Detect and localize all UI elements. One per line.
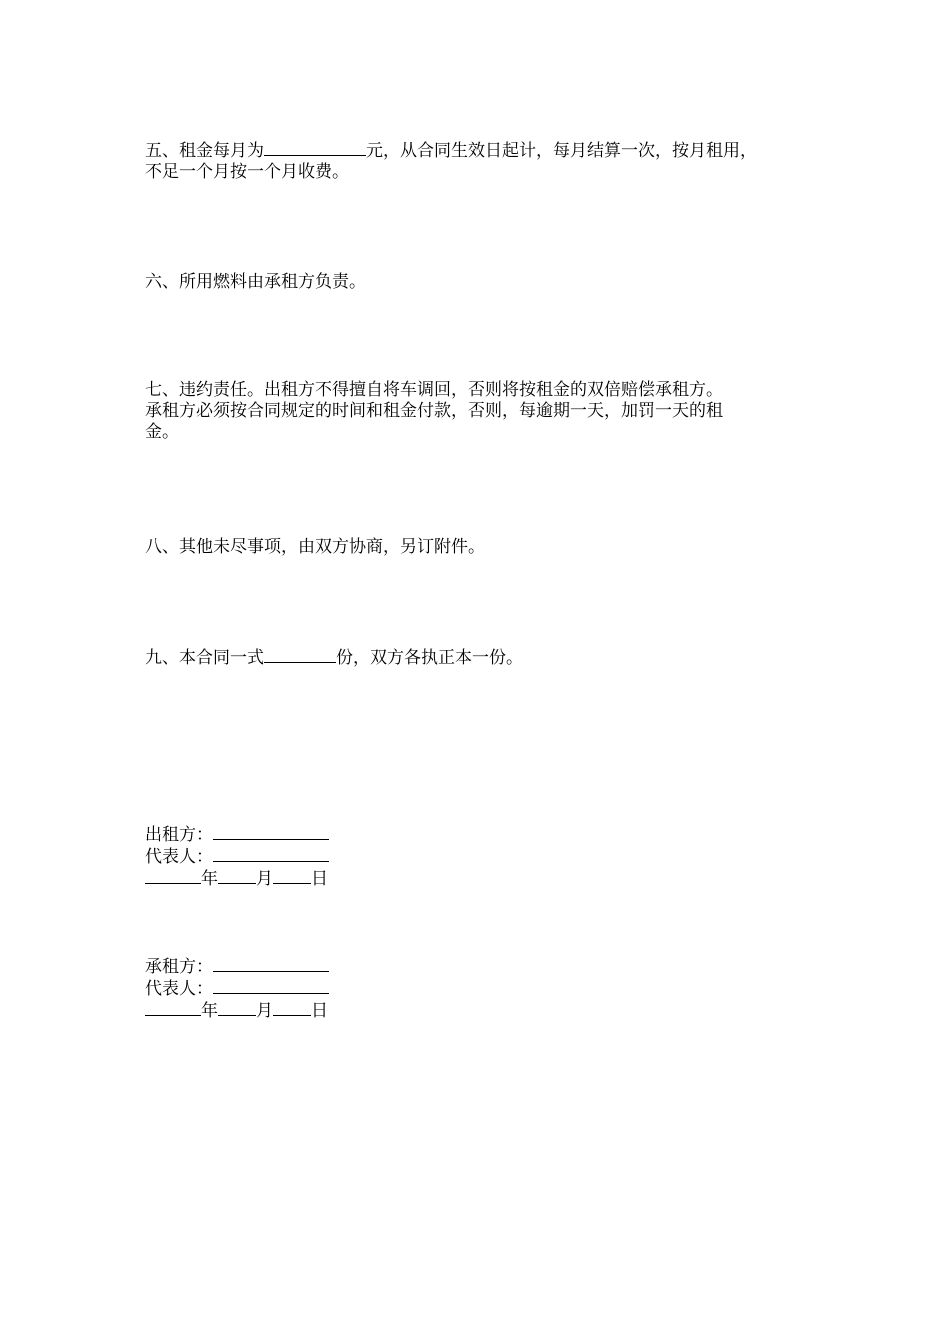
lessee-party-label: 承租方： bbox=[145, 957, 213, 977]
lessor-party-label: 出租方： bbox=[145, 825, 213, 845]
clause-7-line-3: 金。 bbox=[145, 422, 179, 442]
lessor-day-label: 日 bbox=[311, 869, 328, 889]
lessor-day-blank bbox=[273, 868, 311, 884]
clause-6 bbox=[145, 272, 825, 293]
clause-5 bbox=[145, 140, 825, 183]
lessee-day-label: 日 bbox=[311, 1001, 328, 1021]
clause-9-line-1 bbox=[145, 647, 825, 669]
lessor-party-line bbox=[145, 824, 825, 846]
clause-8 bbox=[145, 537, 825, 558]
lessor-rep-blank bbox=[213, 846, 329, 862]
lessee-month-blank bbox=[218, 1000, 256, 1016]
clause-6-line-1: 六、所用燃料由承租方负责。 bbox=[145, 272, 366, 292]
clause-5-line-2: 不足一个月按一个月收费。 bbox=[145, 162, 349, 182]
copies-count-blank bbox=[264, 647, 336, 663]
clause-5-text-b: 元，从合同生效日起计，每月结算一次，按月租用， bbox=[366, 141, 757, 161]
lessee-month-label: 月 bbox=[256, 1001, 273, 1021]
clause-7-line-1: 七、违约责任。出租方不得擅自将车调回，否则将按租金的双倍赔偿承租方。 bbox=[145, 380, 723, 400]
rent-amount-blank bbox=[264, 140, 366, 156]
lessor-year-blank bbox=[145, 868, 201, 884]
lessor-date-line bbox=[145, 868, 825, 890]
lessee-year-label: 年 bbox=[201, 1001, 218, 1021]
clause-9-text-b: 份，双方各执正本一份。 bbox=[336, 648, 523, 668]
lessee-rep-label: 代表人： bbox=[145, 979, 213, 999]
clause-5-text-a: 五、租金每月为 bbox=[145, 141, 264, 161]
lessor-rep-label: 代表人： bbox=[145, 847, 213, 867]
lessee-rep-line bbox=[145, 978, 825, 1000]
lessor-month-blank bbox=[218, 868, 256, 884]
lessor-signature-block bbox=[145, 824, 825, 890]
lessee-party-blank bbox=[213, 956, 329, 972]
clause-9-text-a: 九、本合同一式 bbox=[145, 648, 264, 668]
clause-5-line-1 bbox=[145, 140, 825, 162]
clause-8-line-1: 八、其他未尽事项，由双方协商，另订附件。 bbox=[145, 537, 485, 557]
lessor-rep-line bbox=[145, 846, 825, 868]
lessee-day-blank bbox=[273, 1000, 311, 1016]
lessor-year-label: 年 bbox=[201, 869, 218, 889]
lessee-year-blank bbox=[145, 1000, 201, 1016]
lessor-month-label: 月 bbox=[256, 869, 273, 889]
lessee-date-line bbox=[145, 1000, 825, 1022]
clause-7 bbox=[145, 380, 825, 443]
lessee-signature-block bbox=[145, 956, 825, 1022]
lessor-party-blank bbox=[213, 824, 329, 840]
lessee-rep-blank bbox=[213, 978, 329, 994]
lessee-party-line bbox=[145, 956, 825, 978]
clause-9 bbox=[145, 647, 825, 669]
clause-7-line-2: 承租方必须按合同规定的时间和租金付款，否则，每逾期一天，加罚一天的租 bbox=[145, 401, 723, 421]
